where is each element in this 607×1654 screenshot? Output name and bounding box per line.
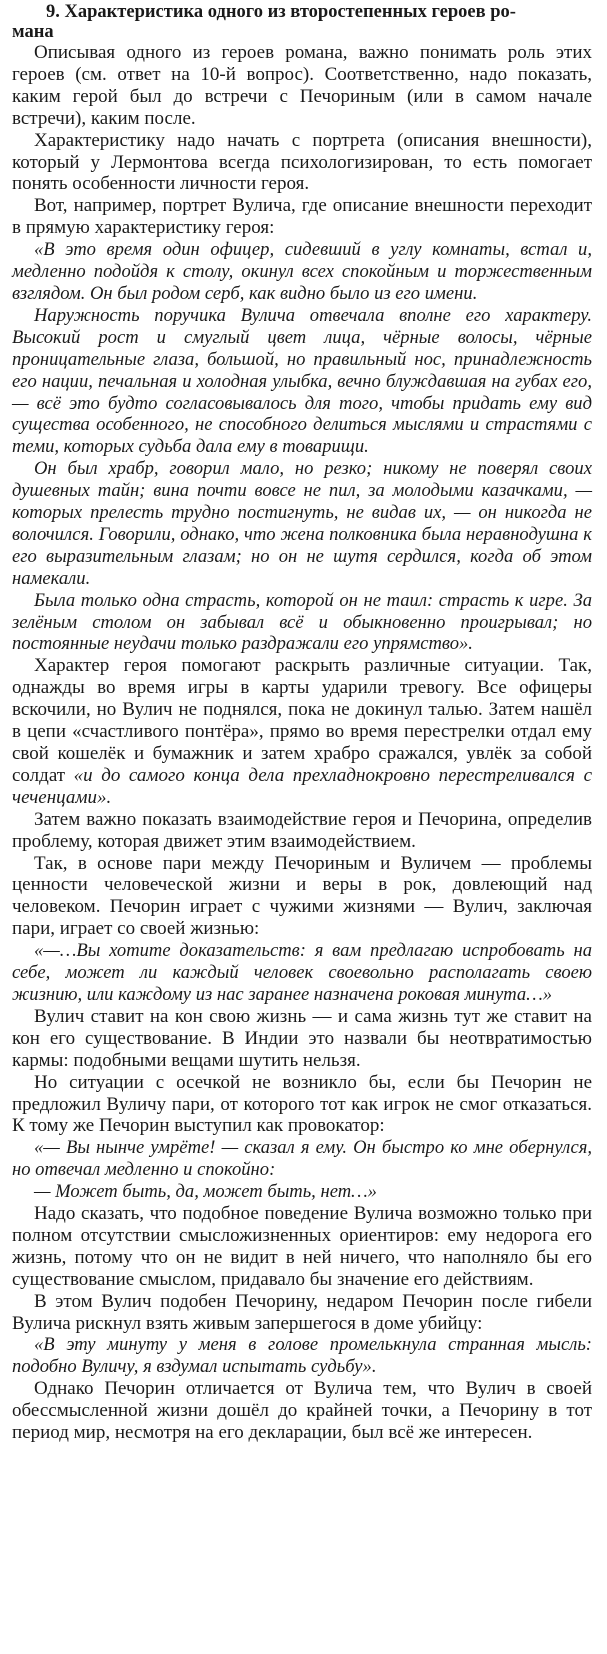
body-paragraph: Так, в основе пари между Печориным и Вуличем — проблемы ценности человеческой жизни и веры в рок, довлеющий над человеком. Печорин играет с чужими жизнями — Вулич, заключая пари, играет со своей жизнью: — [12, 852, 592, 940]
body-paragraph: Затем важно показать взаимодействие героя и Печорина, определив проблему, которая движет этим взаимодействием. — [12, 808, 592, 852]
section-title-line1: 9. Характеристика одного из второстепенных героев ро- — [46, 2, 516, 22]
body-paragraph: Описывая одного из героев романа, важно понимать роль этих героев (см. ответ на 10-й вопрос). Соответственно, надо показать, каким герой был до встречи с Печориным (или в самом начале встречи), каким после. — [12, 42, 592, 129]
body-paragraph: Однако Печорин отличается от Вулича тем, что Вулич в своей обессмысленной жизни дошёл до крайней точки, а Печорину в тот период мир, несмотря на его декларации, был всё же интересен. — [12, 1378, 592, 1444]
body-paragraph: Вулич ставит на кон свою жизнь — и сама жизнь тут же ставит на кон его существование. В Индии это назвали бы неотвратимостью кармы: подобными вещами шутить нельзя. — [12, 1005, 592, 1071]
body-paragraph — [12, 655, 592, 808]
quote-paragraph: Наружность поручика Вулича отвечала вполне его характеру. Высокий рост и смуглый цвет лица, чёрные волосы, чёрные проницательные глаза, большой, но правильный нос, принадлежность его нации, печальная и холодная улыбка, вечно блуждавшая на губах его, — всё это будто согласовывалось для того, чтобы придать ему вид существа особенного, не способного делиться мыслями и страстями с теми, которых судьба дала ему в товарищи. — [12, 304, 592, 458]
quote-paragraph: «—…Вы хотите доказательств: я вам предлагаю испробовать на себе, может ли каждый человек своевольно располагать своею жизнию, или каждому из нас заранее назначена роковая минута…» — [12, 940, 592, 1005]
quote-paragraph: — Может быть, да, может быть, нет…» — [34, 1181, 377, 1203]
quote-paragraph: «В это время один офицер, сидевший в углу комнаты, встал и, медленно подойдя к столу, окинул всех спокойным и торжественным взглядом. Он был родом серб, как видно было из его имени. — [12, 239, 592, 304]
inline-quote: «и до самого конца дела прехладнокровно перестреливался с чеченцами». — [12, 764, 592, 808]
paragraph-text: Характер героя помогают раскрыть различные ситуации. Так, однажды во время игры в карты ударили тревогу. Все офицеры вскочили, но Вулич не поднялся, пока не докинул талью. Затем нашёл в цепи «счастливого понтёра», прямо во время перестрелки отдал ему свой кошелёк и бумажник и затем храбро сражался, увлёк за собой солдат — [12, 655, 592, 786]
section-title-line2: мана — [12, 22, 54, 42]
quote-paragraph: Была только одна страсть, которой он не таил: страсть к игре. За зелёным столом он забывал всё и обыкновенно проигрывал; но постоянные неудачи только раздражали его упрямство». — [12, 589, 592, 655]
body-paragraph: Характеристику надо начать с портрета (описания внешности), который у Лермонтова всегда психологизирован, то есть помогает понять особенности личности героя. — [12, 129, 592, 195]
body-paragraph: Надо сказать, что подобное поведение Вулича возможно только при полном отсутствии смысложизненных ориентиров: ему недорога его жизнь, потому что он не видит в ней ничего, что наполняло бы его существование смыслом, придавало бы значение его действиям. — [12, 1203, 592, 1290]
body-paragraph: Вот, например, портрет Вулича, где описание внешности переходит в прямую характеристику героя: — [12, 195, 592, 239]
quote-paragraph: Он был храбр, говорил мало, но резко; никому не поверял своих душевных тайн; вина почти вовсе не пил, за молодыми казачками, — которых прелесть трудно постигнуть, не видав их, — он никогда не волочился. Говорили, однако, что жена полковника была неравнодушна к его выразительным глазам; но он не шутя сердился, когда об этом намекали. — [12, 458, 592, 589]
body-paragraph: В этом Вулич подобен Печорину, недаром Печорин после гибели Вулича рискнул взять живым запершегося в доме убийцу: — [12, 1290, 592, 1334]
section-body — [12, 42, 592, 1444]
quote-paragraph: «В эту минуту у меня в голове промелькнула странная мысль: подобно Вуличу, я вздумал испытать судьбу». — [12, 1334, 592, 1378]
body-paragraph: Но ситуации с осечкой не возникло бы, если бы Печорин не предложил Вуличу пари, от которого тот как игрок не смог отказаться. К тому же Печорин выступил как провокатор: — [12, 1071, 592, 1137]
quote-paragraph: «— Вы нынче умрёте! — сказал я ему. Он быстро ко мне обернулся, но отвечал медленно и спокойно: — [12, 1137, 592, 1181]
textbook-page — [12, 2, 592, 1444]
section-title — [12, 2, 592, 42]
